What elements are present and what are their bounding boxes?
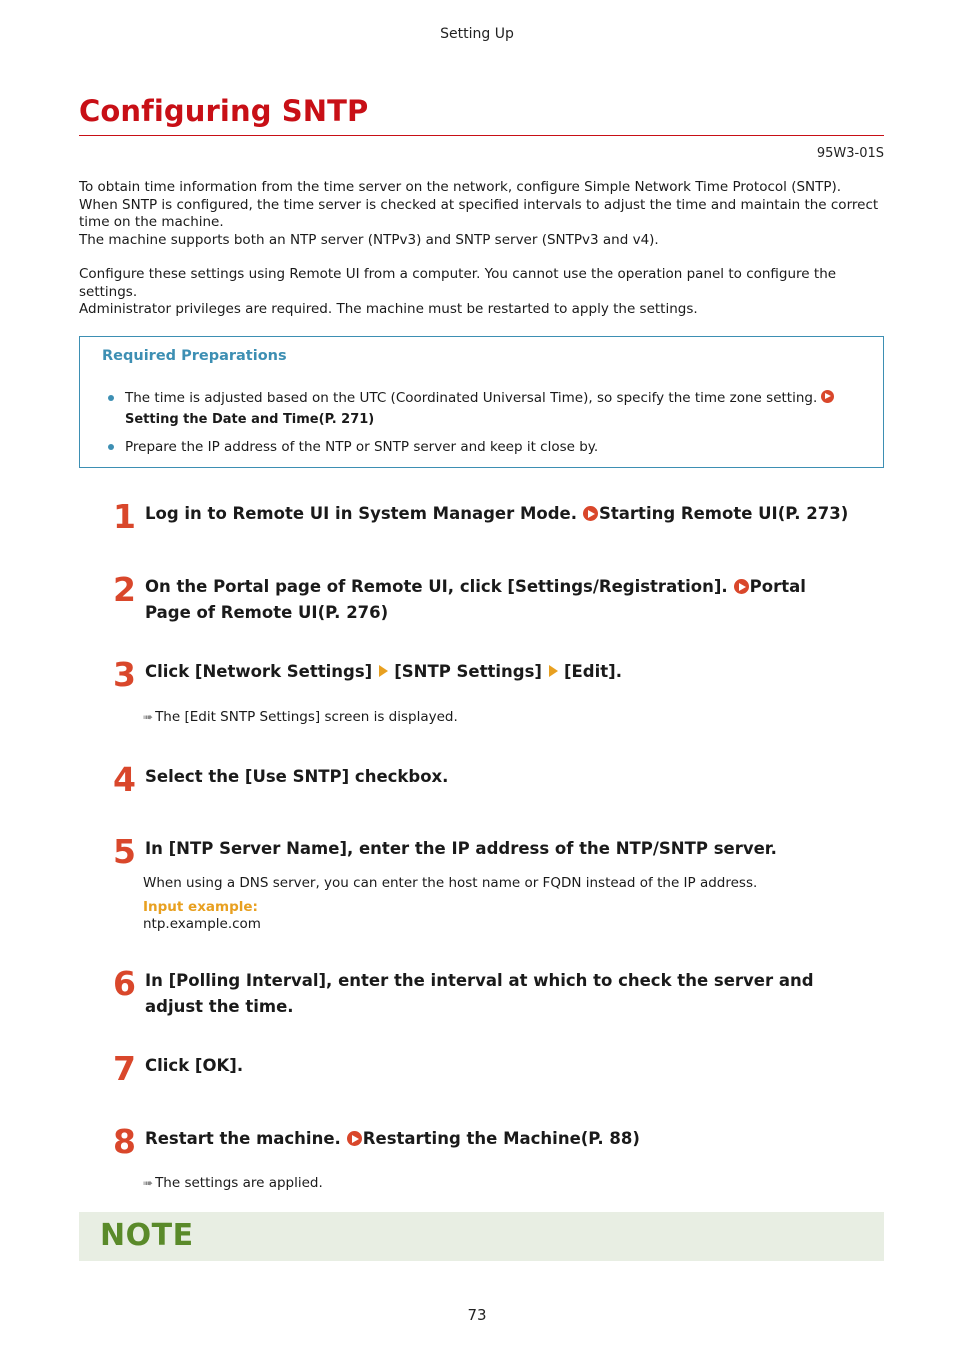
bullet-icon <box>108 444 114 450</box>
step-text: Restart the machine. <box>145 1129 341 1148</box>
step-number: 7 <box>113 1049 136 1088</box>
link-arrow-icon[interactable] <box>583 506 598 521</box>
intro-line: Configure these settings using Remote UI from a computer. You cannot use the operation panel to configure the settings. <box>79 266 837 300</box>
document-id: 95W3-01S <box>816 146 884 161</box>
preparation-item-1 <box>125 388 865 430</box>
step-5-note: When using a DNS server, you can enter the host name or FQDN instead of the IP address. <box>143 875 758 891</box>
step-text: On the Portal page of Remote UI, click [Settings/Registration]. <box>145 577 728 596</box>
input-example-label: Input example: <box>143 899 258 915</box>
step-3 <box>145 659 865 685</box>
link-arrow-icon[interactable] <box>347 1131 362 1146</box>
preparation-item-text: The time is adjusted based on the UTC (Coordinated Universal Time), so specify the time zone setting. <box>125 390 818 406</box>
running-header: Setting Up <box>440 26 514 42</box>
page-title: Configuring SNTP <box>79 94 369 128</box>
step-4: Select the [Use SNTP] checkbox. <box>145 767 449 786</box>
step-number: 3 <box>113 655 136 694</box>
step-7: Click [OK]. <box>145 1056 244 1075</box>
input-example-value: ntp.example.com <box>143 916 261 932</box>
result-text: The settings are applied. <box>155 1175 323 1191</box>
intro-line: Administrator privileges are required. The machine must be restarted to apply the settings. <box>79 301 698 317</box>
preparation-item-2: Prepare the IP address of the NTP or SNTP server and keep it close by. <box>125 439 599 455</box>
step-number: 5 <box>113 832 136 871</box>
result-arrow-icon: ➠ <box>143 1176 153 1190</box>
result-text: The [Edit SNTP Settings] screen is displayed. <box>155 709 458 725</box>
date-time-link[interactable]: Setting the Date and Time(P. 271) <box>125 412 375 427</box>
intro-paragraph-1 <box>79 179 884 249</box>
starting-remote-ui-link[interactable]: Starting Remote UI(P. 273) <box>599 504 849 523</box>
restarting-machine-link[interactable]: Restarting the Machine(P. 88) <box>362 1129 640 1148</box>
step-5: In [NTP Server Name], enter the IP address of the NTP/SNTP server. <box>145 839 777 858</box>
intro-line: To obtain time information from the time server on the network, configure Simple Network Time Protocol (SNTP). <box>79 179 842 195</box>
intro-paragraph-2 <box>79 266 884 319</box>
step-text: Log in to Remote UI in System Manager Mode. <box>145 504 578 523</box>
intro-line: When SNTP is configured, the time server is checked at specified intervals to adjust the time and maintain the correct time on the machine. <box>79 196 879 230</box>
result-arrow-icon: ➠ <box>143 710 153 724</box>
step-number: 2 <box>113 570 136 609</box>
note-banner <box>79 1212 884 1261</box>
step-number: 6 <box>113 964 136 1003</box>
bullet-icon <box>108 395 114 401</box>
menu-path-arrow-icon <box>549 665 558 677</box>
step-3-result <box>143 709 458 725</box>
title-divider <box>79 135 884 136</box>
step-number: 4 <box>113 760 136 799</box>
portal-page-link[interactable]: Portal Page of Remote UI(P. 276) <box>145 577 806 622</box>
intro-line: The machine supports both an NTP server (NTPv3) and SNTP server (SNTPv3 and v4). <box>79 231 659 248</box>
menu-path-arrow-icon <box>379 665 388 677</box>
step-2 <box>145 574 845 626</box>
step-6: In [Polling Interval], enter the interval at which to check the server and adjust the time. <box>145 971 814 1016</box>
page-number: 73 <box>467 1306 487 1324</box>
required-preparations-title: Required Preparations <box>102 348 287 364</box>
note-heading: NOTE <box>100 1218 194 1253</box>
step-text-part: [SNTP Settings] <box>394 662 542 681</box>
link-arrow-icon[interactable] <box>734 579 749 594</box>
step-1 <box>145 501 865 527</box>
step-number: 8 <box>113 1122 136 1161</box>
step-text-part: Click [Network Settings] <box>145 662 373 681</box>
step-8 <box>145 1126 865 1152</box>
link-arrow-icon[interactable] <box>821 390 834 403</box>
step-number: 1 <box>113 497 136 536</box>
step-8-result <box>143 1175 323 1191</box>
step-text-part: [Edit]. <box>563 662 622 681</box>
